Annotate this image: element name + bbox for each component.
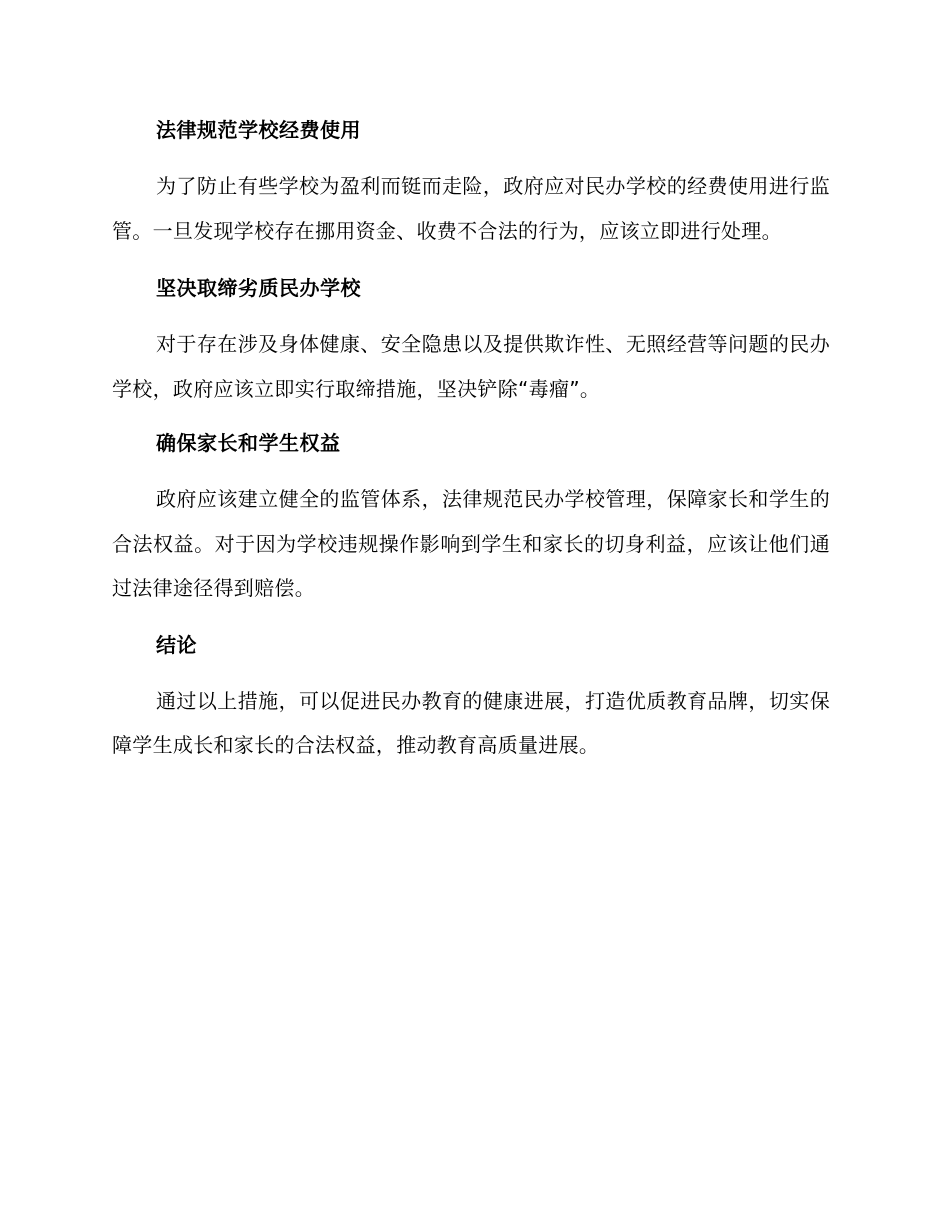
section-conclusion [112,623,830,768]
section-paragraph: 政府应该建立健全的监管体系，法律规范民办学校管理，保障家长和学生的合法权益。对于因为学校违规操作影响到学生和家长的切身利益，应该让他们通过法律途径得到赔偿。 [112,487,830,600]
section-paragraph: 通过以上措施，可以促进民办教育的健康进展，打造优质教育品牌，切实保障学生成长和家长的合法权益，推动教育高质量进展。 [112,688,830,757]
section-rights [112,421,830,623]
section-paragraph: 为了防止有些学校为盈利而铤而走险，政府应对民办学校的经费使用进行监管。一旦发现学校存在挪用资金、收费不合法的行为，应该立即进行处理。 [112,174,830,243]
section-funding [112,108,830,266]
section-heading: 法律规范学校经费使用 [156,118,361,142]
section-heading: 坚决取缔劣质民办学校 [156,276,361,300]
section-paragraph: 对于存在涉及身体健康、安全隐患以及提供欺诈性、无照经营等问题的民办学校，政府应该立即实行取缔措施，坚决铲除“毒瘤”。 [112,332,830,401]
section-heading: 结论 [156,632,197,657]
document-body [112,108,830,768]
section-ban-schools [112,266,830,421]
section-heading: 确保家长和学生权益 [156,431,341,455]
